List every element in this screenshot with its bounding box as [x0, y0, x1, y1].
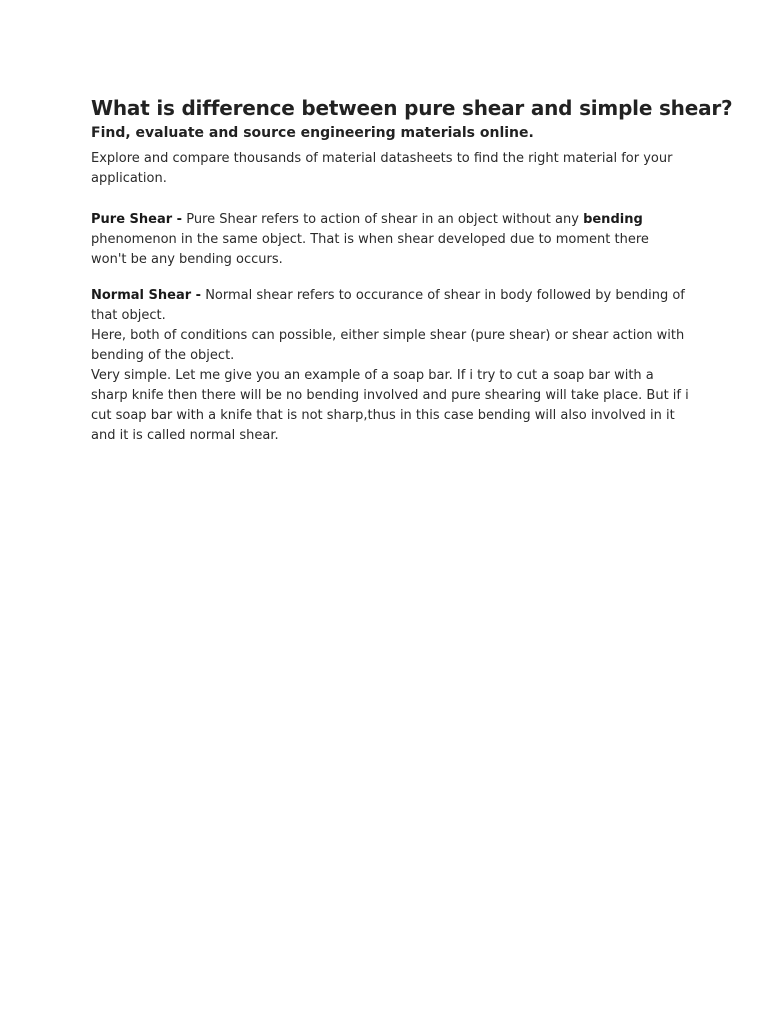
- pure-shear-term: Pure Shear -: [91, 212, 183, 227]
- normal-shear-term: Normal Shear -: [91, 288, 202, 303]
- normal-shear-section: [91, 286, 691, 446]
- pure-shear-paragraph: [91, 210, 671, 270]
- pure-shear-text-2: phenomenon in the same object. That is when shear developed due to moment there won't be any bending occurs.: [91, 232, 649, 267]
- normal-shear-text: Normal shear refers to occurance of shear in body followed by bending of that object.: [91, 288, 685, 323]
- pure-shear-text-1: Pure Shear refers to action of shear in an object without any: [182, 212, 584, 227]
- pure-shear-section: [91, 210, 671, 270]
- intro-paragraph: Explore and compare thousands of material datasheets to find the right material for your application.: [91, 151, 673, 186]
- normal-shear-definition: [91, 286, 691, 326]
- normal-shear-conditions: Here, both of conditions can possible, either simple shear (pure shear) or shear action with bending of the object.: [91, 328, 685, 363]
- page-subtitle: Find, evaluate and source engineering materials online.: [91, 125, 534, 141]
- normal-shear-example: Very simple. Let me give you an example of a soap bar. If i try to cut a soap bar with a sharp knife then there will be no bending involved and pure shearing will take place. But if i cut soap bar with a knife that is not sharp,thus in this case bending will also involved in it and it is called normal shear.: [91, 368, 689, 443]
- bending-word: bending: [583, 212, 643, 227]
- page-title: What is difference between pure shear and simple shear?: [91, 96, 733, 120]
